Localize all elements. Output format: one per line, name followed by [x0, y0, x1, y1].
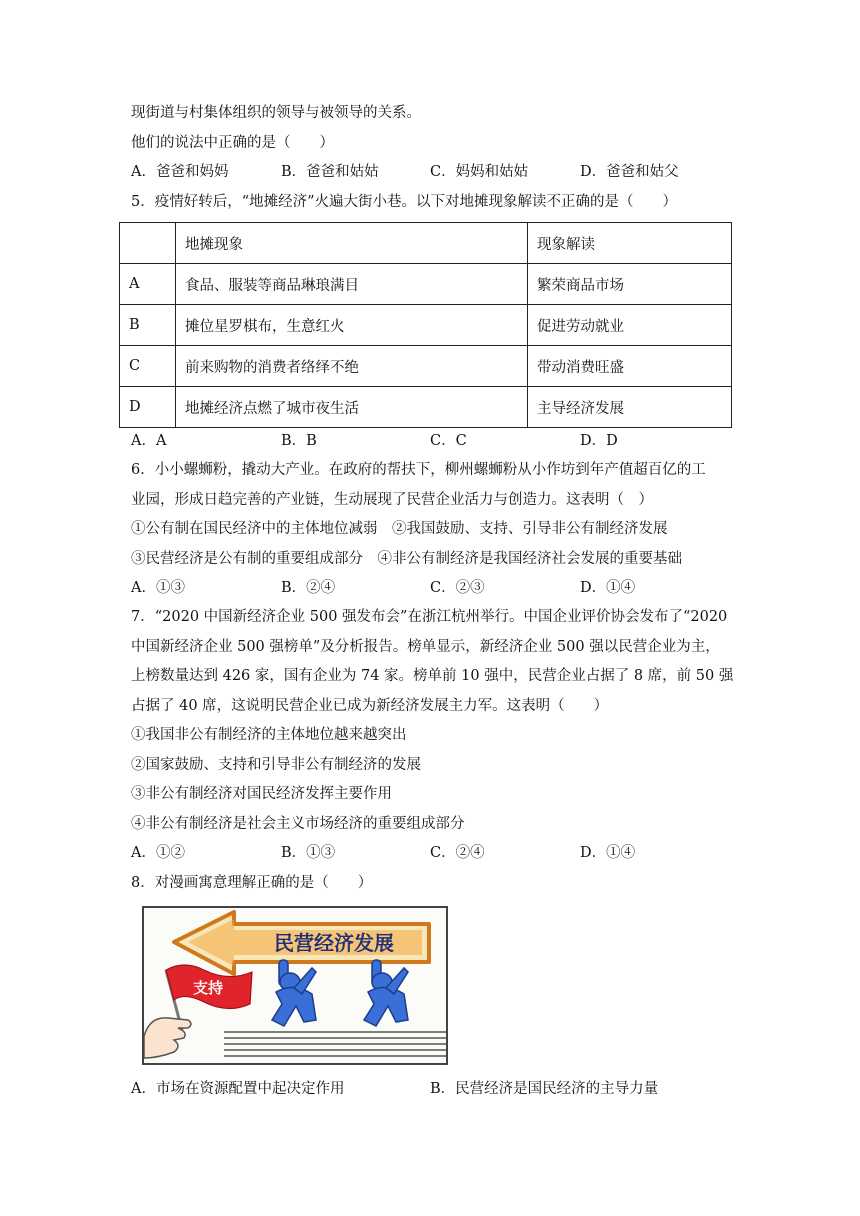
hand — [144, 1018, 191, 1058]
q4-option-a[interactable]: A．爸爸和妈妈 — [131, 164, 229, 180]
table-cell: 食品、服装等商品琳琅满目 — [176, 264, 528, 305]
table-cell: 摊位星罗棋布，生意红火 — [176, 305, 528, 346]
q6-options — [131, 578, 731, 598]
q6-option-d[interactable]: D．①④ — [580, 580, 636, 596]
q5-option-c[interactable]: C．C — [430, 433, 467, 449]
cartoon-drawing — [144, 908, 446, 1063]
q5-stem: 5．疫情好转后，“地摊经济”火遍大街小巷。以下对地摊现象解读不正确的是（ ） — [131, 194, 678, 210]
q6-stem-line: 6．小小螺蛳粉，撬动大产业。在政府的帮扶下，柳州螺蛳粉从小作坊到年产值超百亿的工 — [131, 462, 706, 478]
q7-stem-line: 中国新经济企业 500 强榜单”及分析报告。榜单显示，新经济企业 500 强以民营企业为主， — [131, 639, 720, 655]
q5-table — [119, 222, 732, 428]
table-cell: 前来购物的消费者络绎不绝 — [176, 346, 528, 387]
q4-options — [131, 162, 731, 182]
q6-option-b[interactable]: B．②④ — [281, 580, 336, 596]
figure-two — [364, 960, 408, 1026]
cartoon-base-lines — [224, 1032, 446, 1056]
q6-option-c[interactable]: C．②③ — [430, 580, 485, 596]
q5-option-b[interactable]: B．B — [281, 433, 317, 449]
q5-options — [131, 431, 731, 451]
table-cell: C — [120, 346, 176, 387]
q7-statement: ②国家鼓励、支持和引导非公有制经济的发展 — [131, 757, 421, 773]
q7-statement: ④非公有制经济是社会主义市场经济的重要组成部分 — [131, 816, 465, 832]
table-cell: 地摊经济点燃了城市夜生活 — [176, 387, 528, 428]
q4-prompt: 他们的说法中正确的是（ ） — [131, 135, 334, 151]
q6-statement-line: ③民营经济是公有制的重要组成部分 ④非公有制经济是我国经济社会发展的重要基础 — [131, 551, 682, 567]
q5-option-a[interactable]: A．A — [131, 433, 167, 449]
cartoon-image — [142, 906, 448, 1065]
table-header-cell: 现象解读 — [528, 223, 732, 264]
q7-statement: ③非公有制经济对国民经济发挥主要作用 — [131, 786, 392, 802]
table-cell: 主导经济发展 — [528, 387, 732, 428]
table-row — [120, 305, 732, 346]
q7-option-c[interactable]: C．②④ — [430, 845, 485, 861]
table-cell: B — [120, 305, 176, 346]
table-header-cell: 地摊现象 — [176, 223, 528, 264]
q6-option-a[interactable]: A．①③ — [131, 580, 185, 596]
q4-continuation: 现街道与村集体组织的领导与被领导的关系。 — [131, 105, 421, 121]
q4-option-b[interactable]: B．爸爸和姑姑 — [281, 164, 379, 180]
table-header-row — [120, 223, 732, 264]
q8-option-b[interactable]: B．民营经济是国民经济的主导力量 — [430, 1081, 659, 1097]
q4-option-c[interactable]: C．妈妈和姑姑 — [430, 164, 529, 180]
q7-option-b[interactable]: B．①③ — [281, 845, 336, 861]
flag-label: 支持 — [192, 979, 224, 997]
table-cell: 繁荣商品市场 — [528, 264, 732, 305]
table-cell: 带动消费旺盛 — [528, 346, 732, 387]
q5-option-d[interactable]: D．D — [580, 433, 618, 449]
q7-stem-line: 占据了 40 席，这说明民营企业已成为新经济发展主力军。这表明（ ） — [131, 698, 609, 714]
q6-stem-line: 业园，形成日趋完善的产业链，生动展现了民营企业活力与创造力。这表明（ ） — [131, 492, 653, 508]
table-cell: D — [120, 387, 176, 428]
arrow-label: 民营经济发展 — [274, 931, 394, 955]
q7-statement: ①我国非公有制经济的主体地位越来越突出 — [131, 727, 407, 743]
q8-option-a[interactable]: A．市场在资源配置中起决定作用 — [131, 1081, 345, 1097]
table-row — [120, 387, 732, 428]
q7-options — [131, 843, 731, 863]
table-row — [120, 264, 732, 305]
figure-one — [272, 960, 316, 1026]
q6-statement-line: ①公有制在国民经济中的主体地位减弱 ②我国鼓励、支持、引导非公有制经济发展 — [131, 521, 668, 537]
q4-option-d[interactable]: D．爸爸和姑父 — [580, 164, 679, 180]
q7-stem-line: 上榜数量达到 426 家，国有企业为 74 家。榜单前 10 强中，民营企业占据了 8 席，前 50 强 — [131, 668, 734, 684]
q8-options — [131, 1079, 731, 1099]
table-cell: 促进劳动就业 — [528, 305, 732, 346]
table-header-cell — [120, 223, 176, 264]
table-cell: A — [120, 264, 176, 305]
q8-stem: 8．对漫画寓意理解正确的是（ ） — [131, 875, 373, 891]
q7-option-d[interactable]: D．①④ — [580, 845, 636, 861]
q7-option-a[interactable]: A．①② — [131, 845, 185, 861]
q7-stem-line: 7．“2020 中国新经济企业 500 强发布会”在浙江杭州举行。中国企业评价协会发布了“2020 — [131, 609, 728, 625]
table-row — [120, 346, 732, 387]
